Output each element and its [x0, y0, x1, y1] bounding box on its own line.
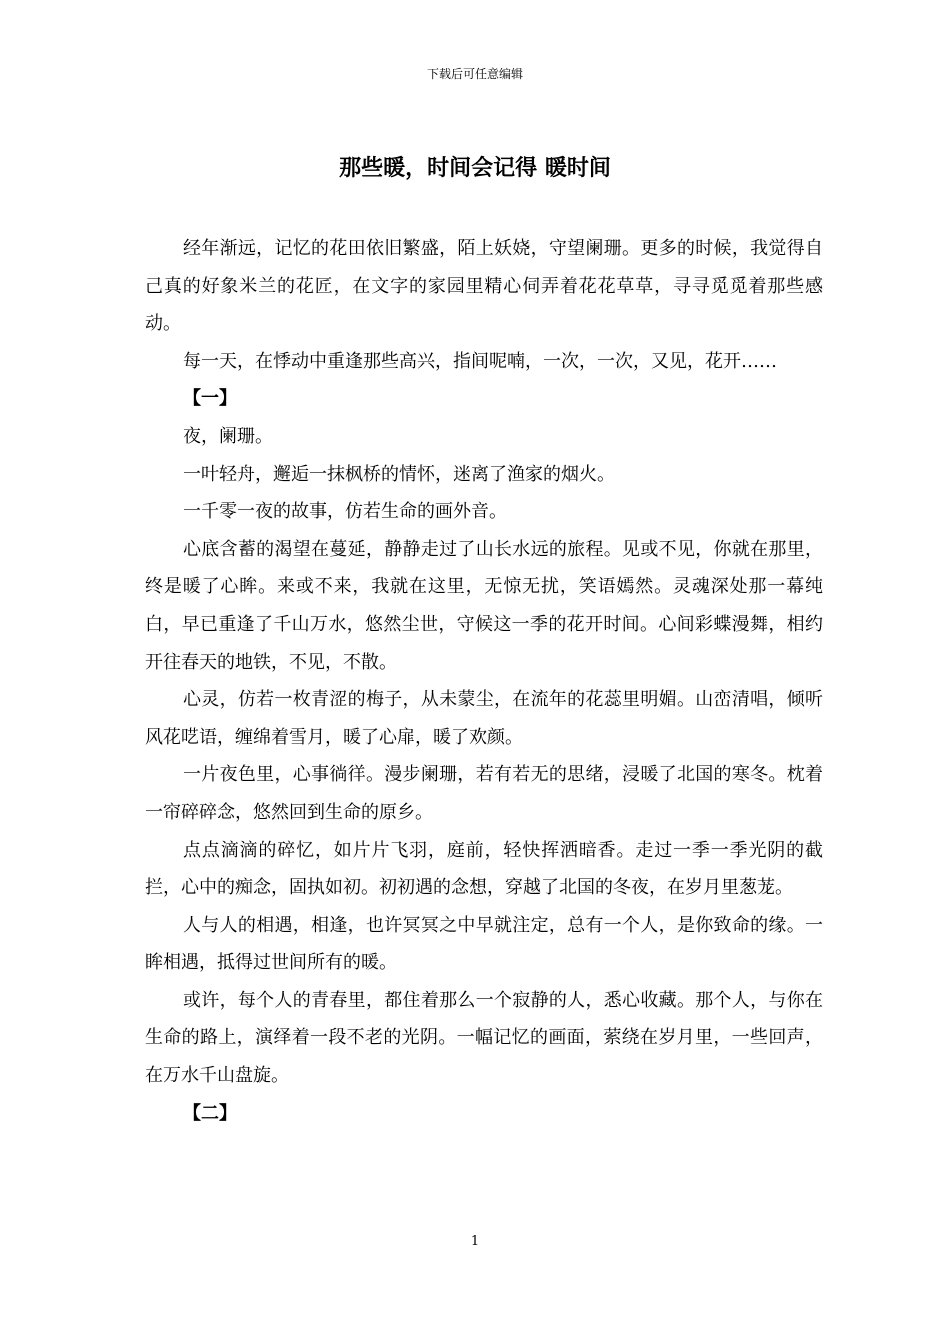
- body-paragraph: 或许，每个人的青春里，都住着那么一个寂静的人，悉心收藏。那个人，与你在生命的路上，演绎着一段不老的光阴。一幅记忆的画面，萦绕在岁月里，一些回声，在万水千山盘旋。: [145, 989, 823, 1087]
- section-heading-two: 【二】: [183, 1102, 237, 1124]
- intro-paragraph: 经年渐远，记忆的花田依旧繁盛，陌上妖娆，守望阑珊。更多的时候，我觉得自己真的好象米兰的花匠，在文字的家园里精心伺弄着花花草草，寻寻觅觅着那些感动。: [145, 238, 823, 335]
- body-paragraph: 夜，阑珊。: [183, 425, 273, 447]
- body-paragraph: 一片夜色里，心事徜徉。漫步阑珊，若有若无的思绪，浸暖了北国的寒冬。枕着一帘碎碎念，悠然回到生命的原乡。: [145, 764, 823, 823]
- body-paragraph: 一叶轻舟，邂逅一抹枫桥的情怀，迷离了渔家的烟火。: [183, 463, 615, 485]
- body-paragraph: 心底含蓄的渴望在蔓延，静静走过了山长水远的旅程。见或不见，你就在那里，终是暖了心眸。来或不来，我就在这里，无惊无扰，笑语嫣然。灵魂深处那一幕纯白，早已重逢了千山万水，悠然尘世，守候这一季的花开时间。心间彩蝶漫舞，相约开往春天的地铁，不见，不散。: [145, 538, 823, 673]
- body-paragraph: 一千零一夜的故事，仿若生命的画外音。: [183, 501, 507, 523]
- body-paragraph: 心灵，仿若一枚青涩的梅子，从未蒙尘，在流年的花蕊里明媚。山峦清唱，倾听风花呓语，缠绵着雪月，暖了心扉，暖了欢颜。: [145, 689, 823, 748]
- document-title: 那些暖，时间会记得 暖时间: [339, 156, 611, 181]
- section-heading-one: 【一】: [183, 388, 237, 410]
- intro-paragraph: 每一天，在悸动中重逢那些高兴，指间呢喃，一次，一次，又见，花开……: [183, 350, 777, 372]
- page-number: 1: [470, 1234, 480, 1249]
- document-body: [145, 230, 823, 1132]
- body-paragraph: 点点滴滴的碎忆，如片片飞羽，庭前，轻快挥洒暗香。走过一季一季光阴的截拦，心中的痴念，固执如初。初初遇的念想，穿越了北国的冬夜，在岁月里葱茏。: [145, 839, 823, 899]
- body-paragraph: 人与人的相遇，相逢，也许冥冥之中早就注定，总有一个人，是你致命的缘。一眸相遇，抵得过世间所有的暖。: [145, 914, 823, 974]
- header-note: 下载后可任意编辑: [426, 67, 523, 81]
